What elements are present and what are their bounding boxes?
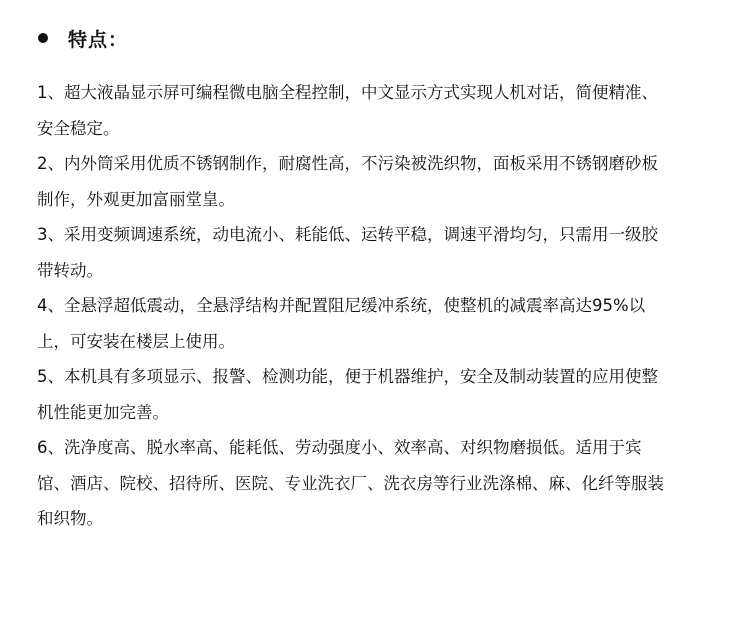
- features-heading-text: 特点：: [68, 28, 129, 51]
- feature-item-6: 6、洗净度高、脱水率高、能耗低、劳动强度小、效率高、对织物磨损低。适用于宾馆、酒店、院校、招待所、医院、专业洗衣厂、洗衣房等行业洗涤棉、麻、化纤等服装和织物。: [37, 438, 664, 528]
- bullet-dot-icon: [38, 33, 48, 43]
- feature-item-5: 5、本机具有多项显示、报警、检测功能，便于机器维护，安全及制动装置的应用使整机性能更加完善。: [37, 367, 658, 422]
- feature-item-2: 2、内外筒采用优质不锈钢制作，耐腐性高，不污染被洗织物，面板采用不锈钢磨砂板制作，外观更加富丽堂皇。: [37, 154, 658, 209]
- feature-item-1: 1、超大液晶显示屏可编程微电脑全程控制，中文显示方式实现人机对话，简便精准、安全稳定。: [37, 83, 658, 138]
- features-list: [37, 75, 667, 537]
- feature-item-4: 4、全悬浮超低震动，全悬浮结构并配置阻尼缓冲系统，使整机的减震率高达95%以上，可安装在楼层上使用。: [37, 296, 646, 351]
- feature-item-3: 3、采用变频调速系统，动电流小、耗能低、运转平稳，调速平滑均匀，只需用一级胶带转动。: [37, 225, 658, 280]
- features-heading: [38, 24, 128, 52]
